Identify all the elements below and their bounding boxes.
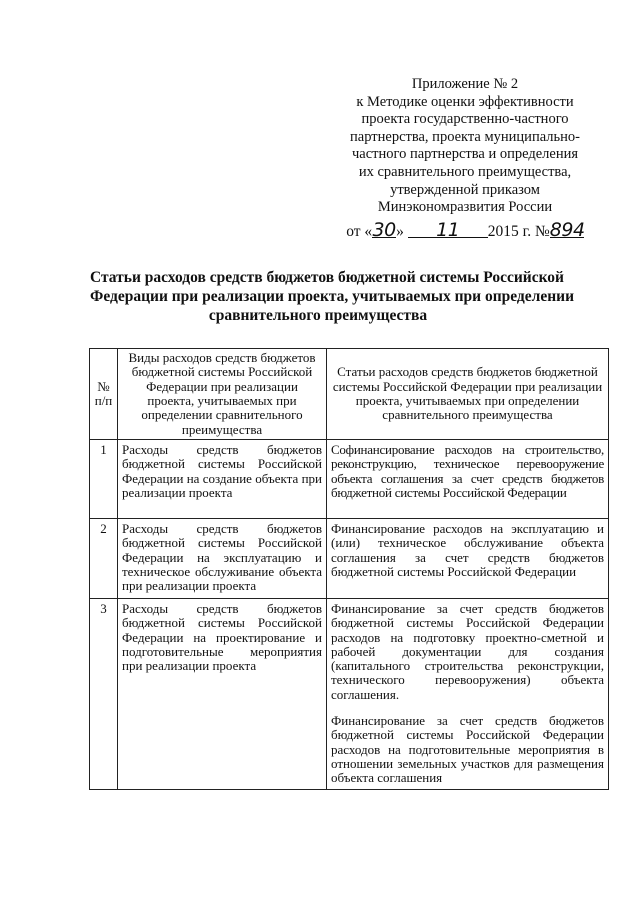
row-expense-type: Расходы средств бюджетов бюджетной системы Российской Федерации на проектирование и подготовительные мероприятия при реализации проекта (118, 599, 327, 790)
title-line: Статьи расходов средств бюджетов бюджетной системы Российской (90, 269, 564, 286)
annex-header (330, 76, 600, 240)
expenses-table (89, 348, 609, 790)
expense-item-paragraph: Софинансирование расходов на строительство, реконструкцию, техническое перевооружение объекта соглашения за счет средств бюджетов бюджетной системы Российской Федерации (331, 442, 604, 500)
annex-line: проекта государственно-частного (361, 111, 569, 128)
title-line: сравнительного преимущества (208, 307, 428, 324)
date-prefix: от « (346, 222, 373, 240)
date-day: 30 (372, 218, 396, 241)
row-expense-item (327, 519, 609, 599)
annex-line: к Методике оценки эффективности (356, 93, 574, 110)
annex-line: утвержденной приказом (390, 181, 540, 198)
title-line: Федерации при реализации проекта, учитываемых при определении (90, 288, 575, 305)
row-number: 2 (90, 519, 118, 599)
table-row (90, 440, 609, 519)
header-expense-types: Виды расходов средств бюджетов бюджетной системы Российской Федерации при реализации проекта, учитываемых при определении сравнительного преимущества (118, 349, 327, 440)
row-expense-item (327, 599, 609, 790)
header-number: № п/п (90, 349, 118, 440)
date-year: 2015 г. № (487, 222, 550, 240)
order-number: 894 (549, 218, 585, 241)
expense-item-paragraph: Финансирование за счет средств бюджетов бюджетной системы Российской Федерации расходов на подготовку проектно-сметной и рабочей документации для создания (капитального строительства реконструкции, технического перевооружения) объекта соглашения. (331, 601, 604, 702)
date-quote-close: » (396, 222, 404, 240)
annex-line: Минэкономразвития России (377, 199, 553, 216)
row-expense-type: Расходы средств бюджетов бюджетной системы Российской Федерации на создание объекта при реализации проекта (118, 440, 327, 519)
annex-line: частного партнерства и определения (351, 146, 579, 163)
annex-line: их сравнительного преимущества, (358, 163, 572, 180)
date-month: 11 (408, 223, 488, 238)
table-header-row (90, 349, 609, 440)
row-expense-item (327, 440, 609, 519)
annex-line: Приложение № 2 (411, 76, 519, 92)
header-expense-items: Статьи расходов средств бюджетов бюджетной системы Российской Федерации при реализации проекта, учитываемых при определении сравнительного преимущества (327, 349, 609, 440)
expense-item-paragraph: Финансирование расходов на эксплуатацию и (или) техническое обслуживание объекта соглашения за счет средств бюджетов бюджетной системы Российской Федерации (331, 521, 604, 579)
annex-line: партнерства, проекта муниципально- (350, 128, 580, 145)
table-row (90, 519, 609, 599)
row-expense-type: Расходы средств бюджетов бюджетной системы Российской Федерации на эксплуатацию и техническое обслуживание объекта при реализации проекта (118, 519, 327, 599)
row-number: 3 (90, 599, 118, 790)
row-number: 1 (90, 440, 118, 519)
document-title (90, 268, 575, 325)
order-date-line (330, 218, 600, 241)
table-row (90, 599, 609, 790)
expense-item-paragraph: Финансирование за счет средств бюджетов бюджетной системы Российской Федерации расходов на подготовительные мероприятия в отношении земельных участков для размещения объекта соглашения (331, 713, 604, 786)
